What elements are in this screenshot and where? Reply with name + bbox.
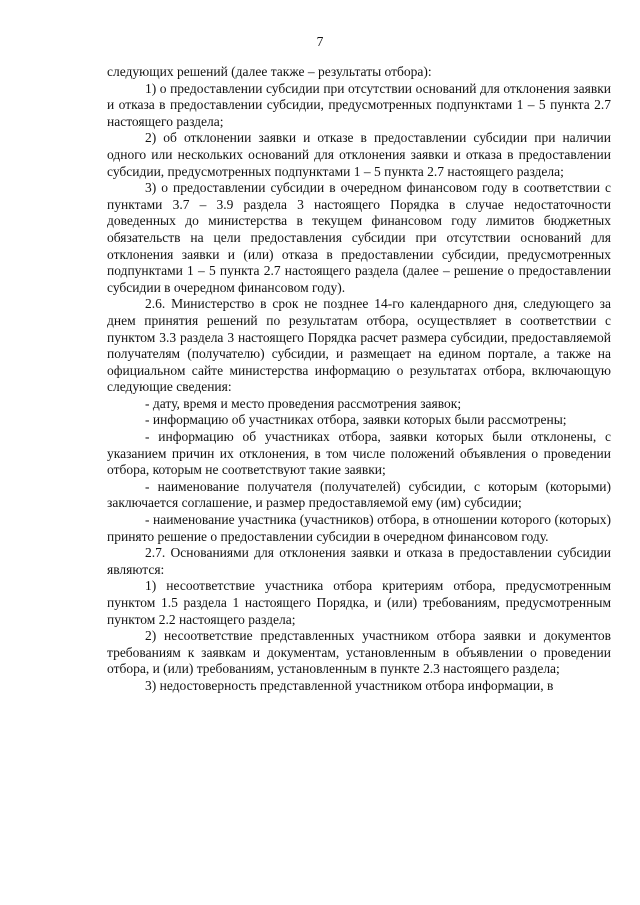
paragraph: 2.6. Министерство в срок не позднее 14-го календарного дня, следующего за днем принятия решений по результатам отбора, осуществляет в соответствии с пунктом 3.3 раздела 3 настоящего Порядка расчет размера субсидии, предоставляемой получателям (получателю) субсидии, и размещает на едином портале, а также на официальном сайте министерства информацию о результатах отбора, включающую следующие сведения: bbox=[107, 296, 611, 395]
paragraph: - наименование участника (участников) отбора, в отношении которого (которых) принято решение о предоставлении субсидии в очередном финансовом году. bbox=[107, 512, 611, 544]
paragraph: 1) несоответствие участника отбора критериям отбора, предусмотренным пунктом 1.5 раздела 1 настоящего Порядка, и (или) требованиям, предусмотренным пунктом 2.2 настоящего раздела; bbox=[107, 578, 611, 627]
paragraph: 1) о предоставлении субсидии при отсутствии оснований для отклонения заявки и отказа в предоставлении субсидии, предусмотренных подпунктами 1 – 5 пункта 2.7 настоящего раздела; bbox=[107, 80, 611, 129]
paragraph: 2.7. Основаниями для отклонения заявки и отказа в предоставлении субсидии являются: bbox=[107, 545, 611, 577]
paragraph: 2) об отклонении заявки и отказе в предоставлении субсидии при наличии одного или нескольких оснований для отклонения заявки и отказа в предоставлении субсидии, предусмотренных подпунктами 1 – 5 пункта 2.7 настоящего раздела; bbox=[107, 130, 611, 179]
paragraph: 2) несоответствие представленных участником отбора заявки и документов требованиям к заявкам и документам, установленным в объявлении о проведении отбора, и (или) требованиям, установленным в пункте 2.3 настоящего раздела; bbox=[107, 628, 611, 677]
paragraph: - дату, время и место проведения рассмотрения заявок; bbox=[145, 395, 462, 411]
document-body bbox=[107, 64, 611, 695]
paragraph: - наименование получателя (получателей) субсидии, с которым (которыми) заключается соглашение, и размер предоставляемой ему (им) субсидии; bbox=[107, 478, 611, 511]
paragraph: следующих решений (далее также – результаты отбора): bbox=[107, 64, 432, 79]
page-number: 7 bbox=[316, 34, 324, 49]
paragraph: - информацию об участниках отбора, заявки которых были рассмотрены; bbox=[145, 412, 567, 428]
paragraph: 3) о предоставлении субсидии в очередном финансовом году в соответствии с пунктами 3.7 – 3.9 раздела 3 настоящего Порядка в случае недостаточности доведенных до министерства в текущем финансовом году лимитов бюджетных обязательств на цели предоставления субсидии при отсутствии оснований для отклонения заявки и (или) отказа в предоставлении субсидии, предусмотренных подпунктами 1 – 5 пункта 2.7 настоящего раздела (далее – решение о предоставлении субсидии в очередном финансовом году). bbox=[107, 180, 611, 295]
paragraph: - информацию об участниках отбора, заявки которых были отклонены, с указанием причин их отклонения, в том числе положений объявления о проведении отбора, которым не соответствуют такие заявки; bbox=[107, 429, 611, 478]
paragraph: 3) недостоверность представленной участником отбора информации, в bbox=[145, 677, 554, 693]
